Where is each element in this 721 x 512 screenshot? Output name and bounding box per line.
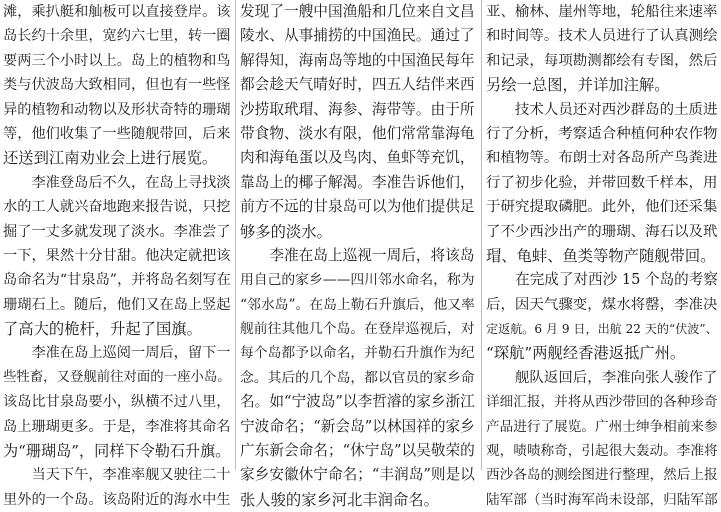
text-line: 另绘一总图，并详加注解。 (486, 76, 670, 95)
text-line: “邻水岛”。在岛上勒石升旗后，他又率 (240, 296, 475, 313)
text-line: 里外的一个岛。该岛附近的海水中生 (3, 491, 231, 508)
text-line: 详细汇报，并将从西沙带回的各种珍奇 (486, 394, 718, 411)
text-line: 当天下午，李准率舰又驶往二十 (3, 467, 231, 484)
text-line: 为“珊瑚岛”，同样下令勒石升旗。 (3, 442, 231, 461)
text-line: 李准在岛上巡视一周后，将该岛 (240, 246, 475, 264)
text-line: 瑁、龟蚌、鱼类等物产随舰带回。 (486, 246, 716, 265)
text-line: 西沙各岛的测绘图进行整理，然后上报 (486, 467, 718, 484)
text-line: 每个岛都予以命名，并勒石升旗作为纪 (240, 345, 475, 362)
text-line: 用自己的家乡——四川邻水命名，称为 (240, 272, 475, 289)
text-line: 技术人员还对西沙群岛的土质进 (486, 101, 718, 118)
text-line: 些牲畜，又登舰前往对面的一座小岛。 (3, 369, 231, 385)
text-line: 发现了一艘中国渔船和几位来自文昌 (240, 3, 475, 20)
column-divider (235, 0, 236, 470)
text-line: 够多的淡水。 (240, 222, 332, 241)
text-line: 舰队返回后，李准向张人骏作了 (486, 369, 718, 386)
text-line: 都会趁天气晴好时，四五人结伴来西 (240, 76, 475, 94)
text-line: 和记录，每项勘测都绘有专图，然后 (486, 52, 718, 69)
text-line: 前方不远的甘泉岛可以为他们提供足 (240, 198, 475, 216)
text-line: 李准登岛后不久，在岛上寻找淡 (3, 174, 231, 191)
text-line: 亚、榆林、崖州等地，轮船往来速率 (486, 4, 718, 20)
text-line: 陵水、从事捕捞的中国渔民。通过了 (240, 27, 475, 45)
text-line: 掘了一丈多就发现了淡水。李准尝了 (3, 223, 231, 240)
text-line: 名。如“宁波岛”以李哲濬的家乡浙江 (240, 393, 475, 411)
text-line: 要两三个小时以上。岛上的植物和鸟 (3, 52, 231, 69)
text-line: “琛航”两舰经香港返抵广州。 (486, 344, 686, 363)
text-line: 岛命名为“甘泉岛”，并将岛名刻写在 (3, 272, 231, 289)
text-line: 等，他们收集了一些随舰带回，后来 (3, 125, 231, 142)
text-line: 靠岛上的椰子解渴。李准告诉他们， (240, 173, 475, 191)
text-line: 解得知，海南岛等地的中国渔民每年 (240, 51, 475, 69)
text-line: 家乡安徽休宁命名；“丰润岛”则是以 (240, 466, 475, 484)
text-column-right (486, 0, 719, 508)
text-line: 滩，乘扒艇和舢板可以直接登岸。该 (3, 4, 231, 20)
text-line: 于研究提取磷肥。此外，他们还采集 (486, 199, 718, 216)
text-line: 一下，果然十分甘甜。他决定就把该 (3, 247, 231, 264)
text-line: 陆军部（当时海军尚未设部，归陆军部 (486, 491, 718, 508)
text-line: 该岛比甘泉岛要小，纵横不过八里， (3, 394, 231, 411)
text-line: 产品进行了展览。广州士绅争相前来参 (486, 418, 718, 435)
text-line: 定返航。6 月 9 日，出航 22 天的“伏波”、 (486, 322, 718, 337)
text-line: 观，啧啧称奇，引起很大轰动。李准将 (486, 443, 718, 460)
text-line: 张人骏的家乡河北丰润命名。 (240, 490, 439, 509)
text-line: 类与伏波岛大致相同，但也有一些怪 (3, 77, 231, 94)
text-line: 宁波命名；“新会岛”以林国祥的家乡 (240, 417, 475, 435)
text-line: 李准在岛上巡阅一周后，留下一 (3, 345, 231, 362)
text-line: 念。其后的几个岛，都以官员的家乡命 (240, 369, 475, 386)
text-line: 带食物、淡水有限，他们常常靠海龟 (240, 124, 475, 142)
text-line: 沙捞取玳瑁、海参、海带等。由于所 (240, 100, 475, 118)
text-line: 岛上珊瑚更多。于是，李准将其命名 (3, 418, 231, 435)
text-line: 还送到江南劝业会上进行展览。 (3, 149, 218, 168)
text-line: 在完成了对西沙 15 个岛的考察 (486, 271, 718, 289)
text-line: 行了初步化验，并带回数千样本，用 (486, 174, 718, 191)
text-column-left (3, 0, 232, 508)
text-line: 行了分析，考察适合种植何种农作物 (486, 125, 718, 142)
column-divider (481, 0, 482, 470)
text-line: 舰前往其他几个岛。在登岸巡视后，对 (240, 321, 475, 338)
text-line: 后，因天气骤变，煤水将罄，李准决 (486, 296, 718, 313)
text-line: 异的植物和动物以及形状奇特的珊瑚 (3, 101, 231, 118)
text-line: 和时间等。技术人员进行了认真测绘 (486, 28, 718, 45)
text-line: 了不少西沙出产的珊瑚、海石以及玳 (486, 223, 718, 240)
text-line: 珊瑚石上。随后，他们又在岛上竖起 (3, 296, 231, 313)
text-line: 水的工人就兴奋地跑来报告说，只挖 (3, 199, 231, 216)
text-line: 了高大的桅杆，升起了国旗。 (3, 320, 202, 339)
text-column-middle (240, 0, 476, 509)
text-line: 广东新会命名；“休宁岛”以吴敬荣的 (240, 442, 475, 460)
text-line: 肉和海龟蛋以及鸟肉、鱼虾等充饥， (240, 149, 475, 167)
text-line: 岛长约十余里，宽约六七里，转一圈 (3, 28, 231, 45)
text-line: 和植物等。布朗士对各岛所产鸟粪进 (486, 150, 718, 167)
